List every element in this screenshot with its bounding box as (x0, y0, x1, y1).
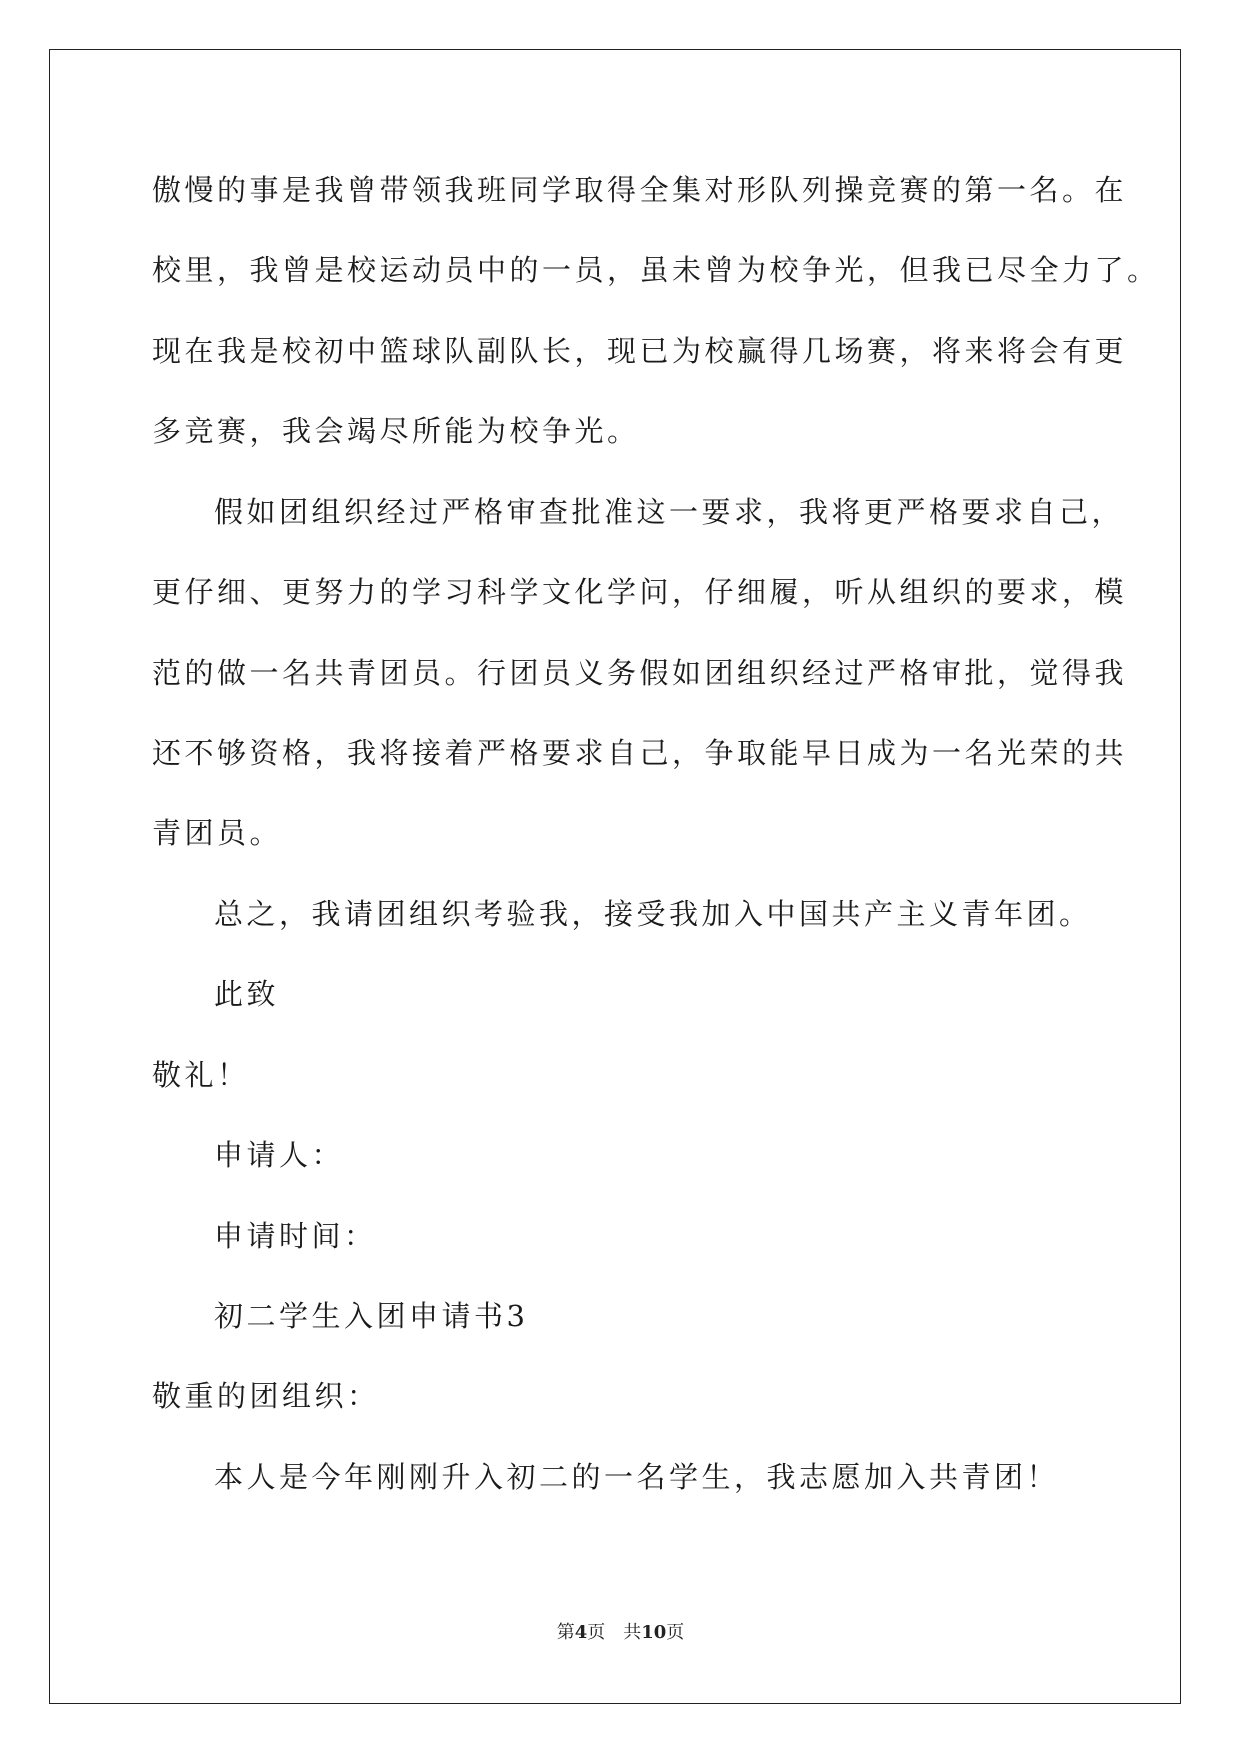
paragraph-start: 本人是今年刚刚升入初二的一名学生，我志愿加入共青团！ (214, 1460, 1060, 1494)
closing-salutation: 此致 (214, 977, 280, 1011)
page-prefix: 第 (556, 1622, 575, 1643)
body-line: 校里，我曾是校运动员中的一员，虽未曾为校争光，但我已尽全力了。 (152, 253, 1160, 287)
total-prefix: 共 (623, 1622, 642, 1643)
page-number: 4 (574, 1622, 588, 1643)
applicant-label: 申请人： (214, 1138, 345, 1172)
body-line: 傲慢的事是我曾带领我班同学取得全集对形队列操竞赛的第一名。在 (152, 173, 1128, 207)
body-line: 还不够资格，我将接着严格要求自己，争取能早日成为一名光荣的共 (152, 736, 1128, 770)
closing-regards: 敬礼！ (152, 1058, 250, 1092)
page-border (49, 49, 1181, 1704)
section-title: 初二学生入团申请书3 (214, 1299, 529, 1333)
greeting: 敬重的团组织： (152, 1379, 380, 1413)
page-footer (0, 1618, 1241, 1644)
total-suffix: 页 (666, 1622, 685, 1643)
total-pages: 10 (641, 1622, 667, 1643)
body-line: 青团员。 (152, 816, 283, 850)
page-suffix: 页 (587, 1622, 606, 1643)
body-line: 更仔细、更努力的学习科学文化学问，仔细履，听从组织的要求，模 (152, 575, 1128, 609)
body-line: 现在我是校初中篮球队副队长，现已为校赢得几场赛，将来将会有更 (152, 334, 1128, 368)
body-line: 多竞赛，我会竭尽所能为校争光。 (152, 414, 640, 448)
paragraph-start: 假如团组织经过严格审查批准这一要求，我将更严格要求自己， (214, 495, 1125, 529)
paragraph-start: 总之，我请团组织考验我，接受我加入中国共产主义青年团。 (214, 897, 1092, 931)
body-line: 范的做一名共青团员。行团员义务假如团组织经过严格审批，觉得我 (152, 656, 1128, 690)
application-date-label: 申请时间： (214, 1219, 377, 1253)
